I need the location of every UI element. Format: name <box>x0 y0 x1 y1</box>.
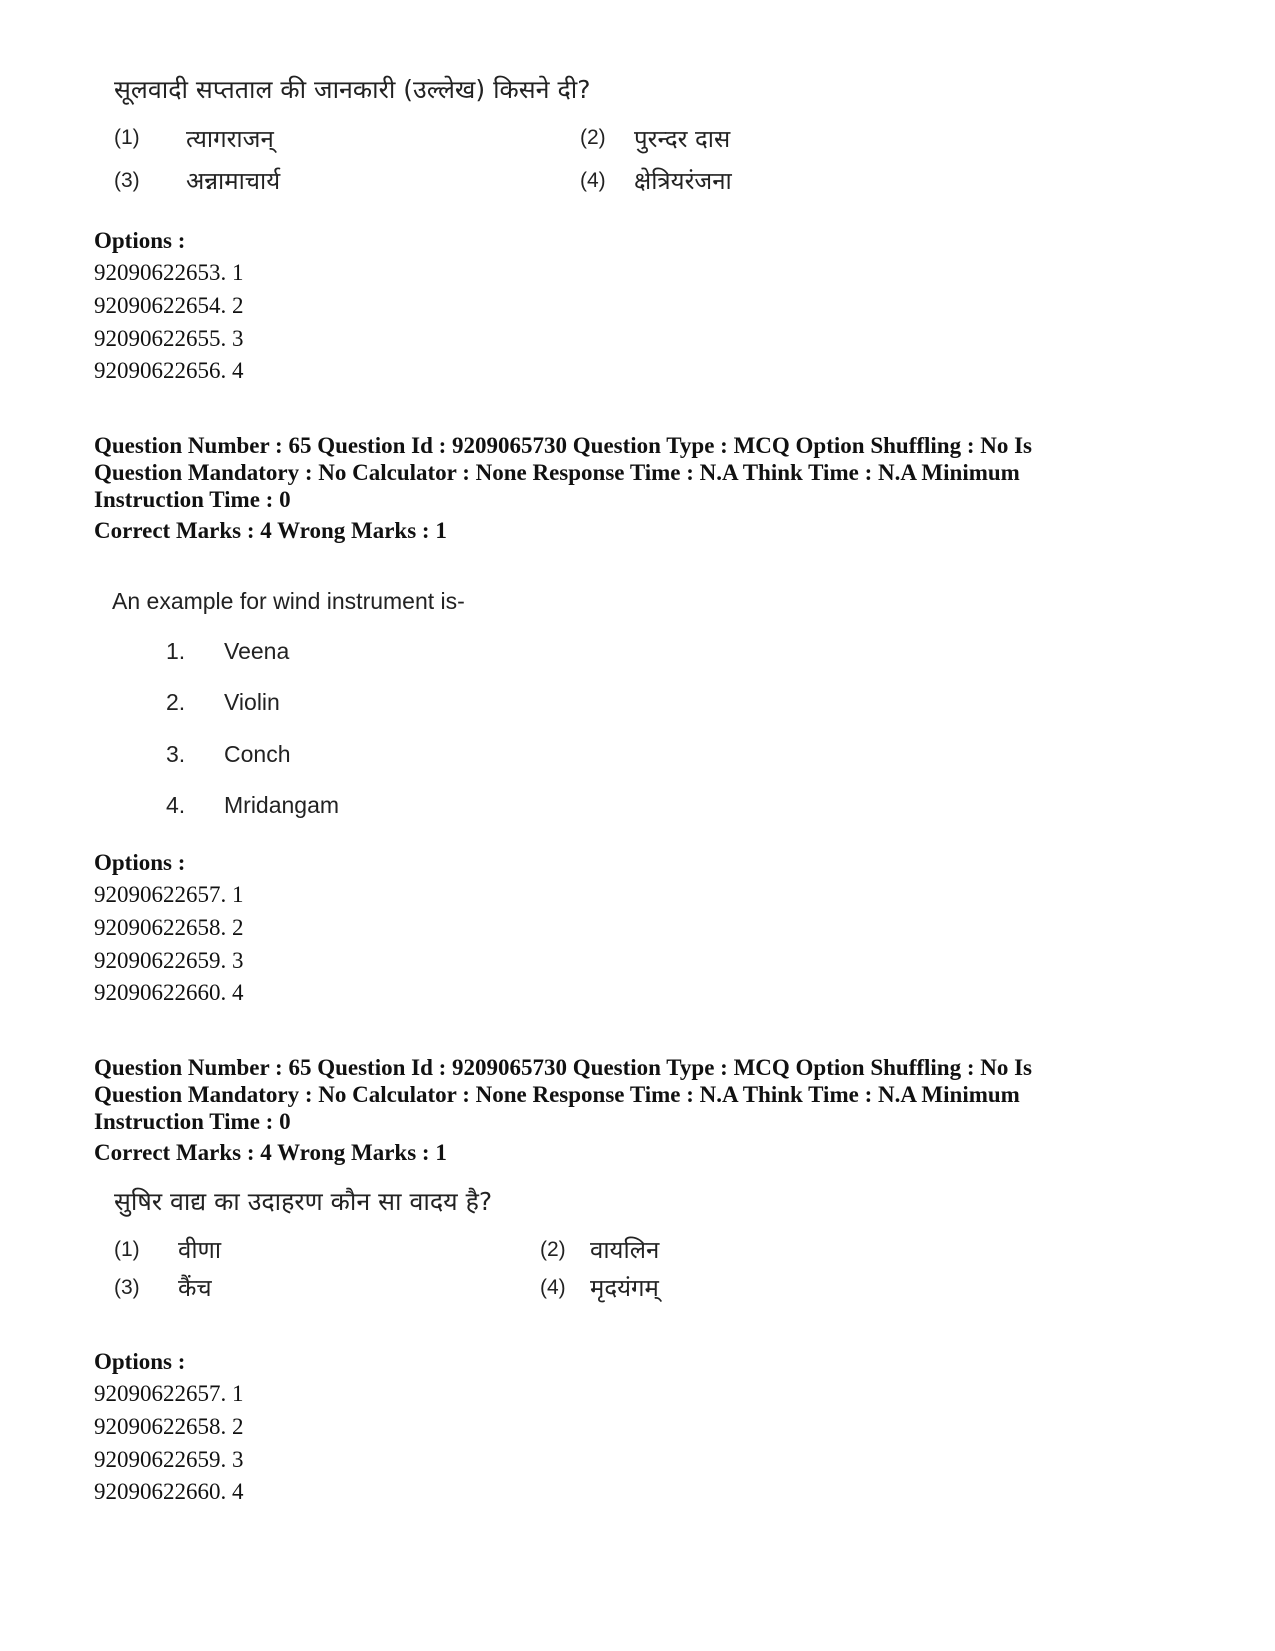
option-id-2-2: 92090622658. 2 <box>94 915 244 940</box>
options-title-3: Options : <box>94 1349 186 1374</box>
options-title-1: Options : <box>94 228 186 253</box>
option-id-1-3: 92090622655. 3 <box>94 326 244 351</box>
meta-line: Question Mandatory : No Calculator : None Response Time : N.A Think Time : N.A Minimum <box>94 460 1020 485</box>
choice-3-1-number: (1) <box>114 1238 140 1261</box>
choice-1-4-text: क्षेत्रियरंजना <box>634 167 732 195</box>
option-id-1-1: 92090622653. 1 <box>94 260 244 285</box>
option-id-3-1: 92090622657. 1 <box>94 1381 244 1406</box>
choice-1-3-number: (3) <box>114 169 140 192</box>
option-id-1-4: 92090622656. 4 <box>94 358 244 383</box>
choice-3-2-number: (2) <box>540 1238 566 1261</box>
choice-2-4-text: Mridangam <box>224 792 340 818</box>
option-id-3-4: 92090622660. 4 <box>94 1479 244 1504</box>
choice-3-3-text: कैंच <box>178 1274 212 1302</box>
option-id-3-2: 92090622658. 2 <box>94 1414 244 1439</box>
options-title-2: Options : <box>94 850 186 875</box>
option-id-2-3: 92090622659. 3 <box>94 948 244 973</box>
question-meta-3 <box>94 1054 1184 1135</box>
choice-1-3-text: अन्नामाचार्य <box>186 167 281 195</box>
choice-3-3-number: (3) <box>114 1276 140 1299</box>
option-id-1-2: 92090622654. 2 <box>94 293 244 318</box>
choice-1-1-text: त्यागराजन् <box>186 125 274 153</box>
choice-2-1-text: Veena <box>224 638 290 664</box>
question-3-text: सुषिर वाद्य का उदाहरण कौन सा वादय है? <box>114 1187 493 1216</box>
choice-3-4-text: मृदयंगम् <box>590 1274 659 1302</box>
question-meta-2 <box>94 432 1184 513</box>
option-id-3-3: 92090622659. 3 <box>94 1447 244 1472</box>
option-id-2-4: 92090622660. 4 <box>94 980 244 1005</box>
choice-1-4-number: (4) <box>580 169 606 192</box>
choice-2-2-number: 2. <box>166 689 186 715</box>
choice-3-2-text: वायलिन <box>590 1236 660 1264</box>
choice-3-1-text: वीणा <box>178 1236 222 1264</box>
meta-line: Question Number : 65 Question Id : 9209065730 Question Type : MCQ Option Shuffling : No Is <box>94 1055 1033 1080</box>
question-1-text: सूलवादी सप्तताल की जानकारी (उल्लेख) किसने दी? <box>114 75 591 104</box>
choice-2-4-number: 4. <box>166 792 186 818</box>
choice-1-1-number: (1) <box>114 126 140 149</box>
question-2-text: An example for wind instrument is- <box>112 588 465 614</box>
marks-3: Correct Marks : 4 Wrong Marks : 1 <box>94 1140 447 1165</box>
meta-line: Instruction Time : 0 <box>94 487 291 512</box>
marks-2: Correct Marks : 4 Wrong Marks : 1 <box>94 518 447 543</box>
choice-2-1-number: 1. <box>166 638 186 664</box>
choice-1-2-text: पुरन्दर दास <box>634 125 731 153</box>
choice-1-2-number: (2) <box>580 126 606 149</box>
option-id-2-1: 92090622657. 1 <box>94 882 244 907</box>
meta-line: Question Mandatory : No Calculator : None Response Time : N.A Think Time : N.A Minimum <box>94 1082 1020 1107</box>
choice-2-2-text: Violin <box>224 689 280 715</box>
choice-2-3-text: Conch <box>224 741 291 767</box>
choice-2-3-number: 3. <box>166 741 186 767</box>
meta-line: Question Number : 65 Question Id : 9209065730 Question Type : MCQ Option Shuffling : No Is <box>94 433 1033 458</box>
meta-line: Instruction Time : 0 <box>94 1109 291 1134</box>
choice-3-4-number: (4) <box>540 1276 566 1299</box>
